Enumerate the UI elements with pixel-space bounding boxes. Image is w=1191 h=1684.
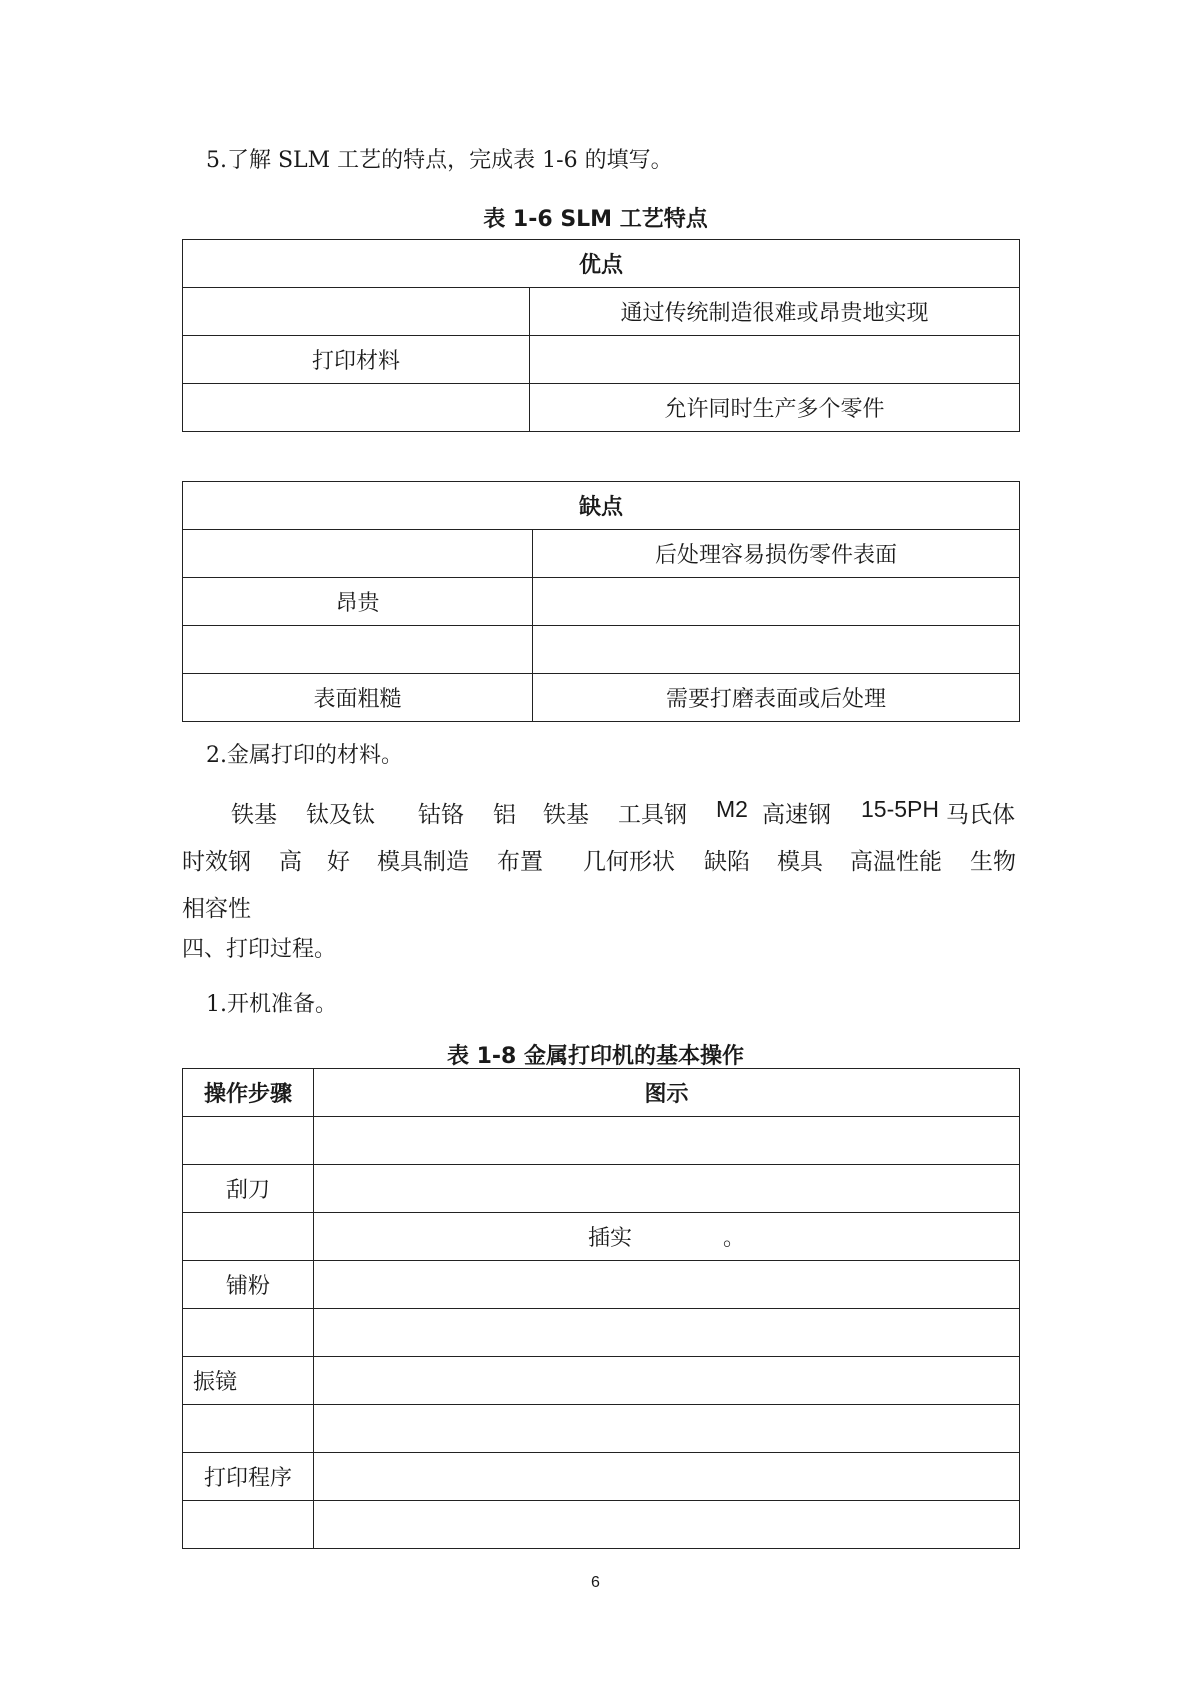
table-cell <box>183 1117 314 1165</box>
word-item: 钴铬 <box>418 802 464 828</box>
table-cell: 打印材料 <box>183 336 530 384</box>
word-item: 好 <box>327 849 350 875</box>
table-cell <box>314 1261 1020 1309</box>
question-2-heading: 2.金属打印的材料。 <box>206 743 403 768</box>
table-row <box>183 674 1020 722</box>
table-cell <box>183 1309 314 1357</box>
word-item: 时效钢 <box>182 849 251 875</box>
table-row <box>183 336 1020 384</box>
table-cell <box>533 578 1020 626</box>
table-cell: 铺粉 <box>183 1261 314 1309</box>
table-cell <box>314 1309 1020 1357</box>
table-cell: 后处理容易损伤零件表面 <box>533 530 1020 578</box>
table-cell: 通过传统制造很难或昂贵地实现 <box>530 288 1020 336</box>
word-item: 模具制造 <box>377 849 469 875</box>
advantages-table <box>182 239 1020 432</box>
column-header-illustration: 图示 <box>314 1069 1020 1117</box>
table-cell: 振镜 <box>183 1357 314 1405</box>
table-row <box>183 1501 1020 1549</box>
table-row <box>183 384 1020 432</box>
table-row <box>183 1453 1020 1501</box>
word-item: 高 <box>279 849 302 875</box>
table-cell <box>314 1501 1020 1549</box>
word-item: 高速钢 <box>762 802 831 828</box>
table-cell: 需要打磨表面或后处理 <box>533 674 1020 722</box>
advantages-header: 优点 <box>183 240 1020 288</box>
word-item: 高温性能 <box>850 849 942 875</box>
word-item: 钛及钛 <box>306 802 375 828</box>
table-1-8-caption: 表 1-8 金属打印机的基本操作 <box>446 1044 745 1069</box>
table-row <box>183 1117 1020 1165</box>
table-cell: 刮刀 <box>183 1165 314 1213</box>
table-row <box>183 1261 1020 1309</box>
table-cell <box>183 1501 314 1549</box>
table-row <box>183 578 1020 626</box>
table-cell <box>183 288 530 336</box>
table-cell: 打印程序 <box>183 1453 314 1501</box>
question-1-heading: 1.开机准备。 <box>206 992 337 1017</box>
word-item: 缺陷 <box>704 849 750 875</box>
table-cell: 插实 。 <box>314 1213 1020 1261</box>
disadvantages-table <box>182 481 1020 722</box>
table-cell <box>533 626 1020 674</box>
table-cell: 昂贵 <box>183 578 533 626</box>
word-item: 马氏体 <box>946 802 1015 828</box>
table-row <box>183 1213 1020 1261</box>
word-item: 15-5PH <box>861 796 939 822</box>
table-row <box>183 1405 1020 1453</box>
section-4-heading: 四、打印过程。 <box>182 937 337 962</box>
table-row <box>183 626 1020 674</box>
table-row <box>183 1309 1020 1357</box>
word-item: 相容性 <box>182 896 251 922</box>
table-cell <box>183 1213 314 1261</box>
word-item: 生物 <box>970 849 1016 875</box>
question-5-heading: 5.了解 SLM 工艺的特点，完成表 1-6 的填写。 <box>206 148 673 173</box>
table-cell: 表面粗糙 <box>183 674 533 722</box>
table-cell <box>314 1405 1020 1453</box>
table-cell <box>314 1357 1020 1405</box>
page-number: 6 <box>591 1574 600 1591</box>
word-item: 几何形状 <box>583 849 675 875</box>
operations-table <box>182 1068 1020 1549</box>
table-cell <box>314 1453 1020 1501</box>
disadvantages-header: 缺点 <box>183 482 1020 530</box>
word-item: 工具钢 <box>618 802 687 828</box>
table-cell <box>183 384 530 432</box>
word-item: 布置 <box>497 849 543 875</box>
table-row <box>183 1357 1020 1405</box>
table-cell <box>314 1165 1020 1213</box>
table-cell <box>183 626 533 674</box>
table-cell <box>314 1117 1020 1165</box>
table-row <box>183 288 1020 336</box>
word-item: 铁基 <box>543 802 589 828</box>
word-item: 铝 <box>493 802 516 828</box>
table-row <box>183 530 1020 578</box>
word-item: M2 <box>716 796 748 822</box>
word-item: 铁基 <box>231 802 277 828</box>
column-header-step: 操作步骤 <box>183 1069 314 1117</box>
table-row <box>183 1165 1020 1213</box>
table-cell <box>183 1405 314 1453</box>
table-cell <box>530 336 1020 384</box>
table-1-6-caption: 表 1-6 SLM 工艺特点 <box>483 207 708 232</box>
table-cell: 允许同时生产多个零件 <box>530 384 1020 432</box>
table-cell <box>183 530 533 578</box>
word-item: 模具 <box>777 849 823 875</box>
